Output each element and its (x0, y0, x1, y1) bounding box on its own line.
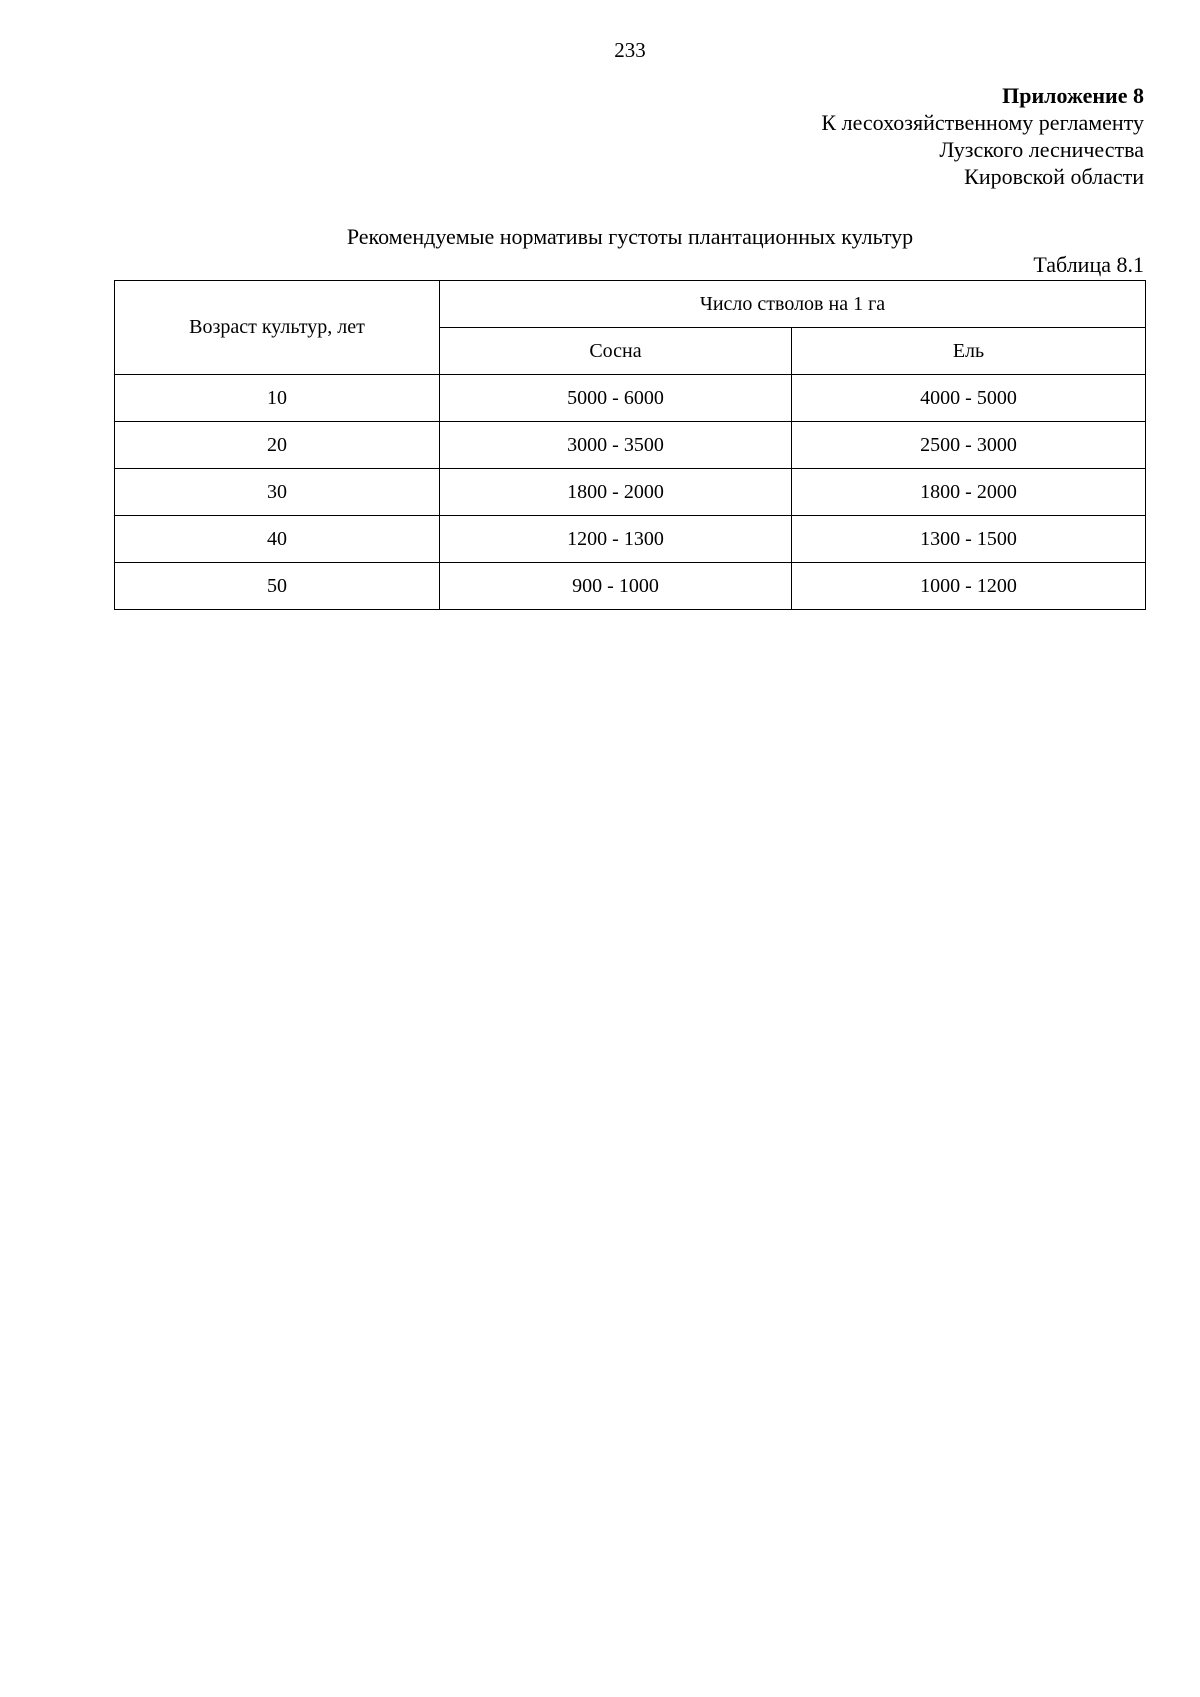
header-spruce: Ель (792, 328, 1146, 375)
cell-pine: 3000 - 3500 (440, 422, 792, 469)
page-number: 233 (614, 38, 646, 62)
cell-spruce: 2500 - 3000 (792, 422, 1146, 469)
cell-pine: 5000 - 6000 (440, 375, 792, 422)
cell-age: 50 (115, 563, 440, 610)
cell-age: 40 (115, 516, 440, 563)
appendix-header (821, 82, 1144, 190)
cell-spruce: 1800 - 2000 (792, 469, 1146, 516)
density-norms-table (114, 280, 1146, 610)
table-header-row (115, 281, 1146, 328)
cell-pine: 1800 - 2000 (440, 469, 792, 516)
table-row (115, 469, 1146, 516)
cell-spruce: 4000 - 5000 (792, 375, 1146, 422)
table-row (115, 563, 1146, 610)
table-row (115, 516, 1146, 563)
header-stem-count: Число стволов на 1 га (440, 281, 1146, 328)
header-age: Возраст культур, лет (115, 281, 440, 375)
appendix-line: Лузского лесничества (939, 137, 1144, 162)
table-row (115, 422, 1146, 469)
appendix-line: Кировской области (964, 164, 1144, 189)
cell-age: 30 (115, 469, 440, 516)
cell-age: 20 (115, 422, 440, 469)
cell-age: 10 (115, 375, 440, 422)
appendix-title: Приложение 8 (1002, 83, 1144, 108)
cell-pine: 1200 - 1300 (440, 516, 792, 563)
table-row (115, 375, 1146, 422)
appendix-line: К лесохозяйственному регламенту (821, 110, 1144, 135)
table-label: Таблица 8.1 (1033, 252, 1144, 277)
cell-spruce: 1300 - 1500 (792, 516, 1146, 563)
cell-spruce: 1000 - 1200 (792, 563, 1146, 610)
document-title: Рекомендуемые нормативы густоты плантационных культур (346, 224, 914, 249)
header-pine: Сосна (440, 328, 792, 375)
cell-pine: 900 - 1000 (440, 563, 792, 610)
